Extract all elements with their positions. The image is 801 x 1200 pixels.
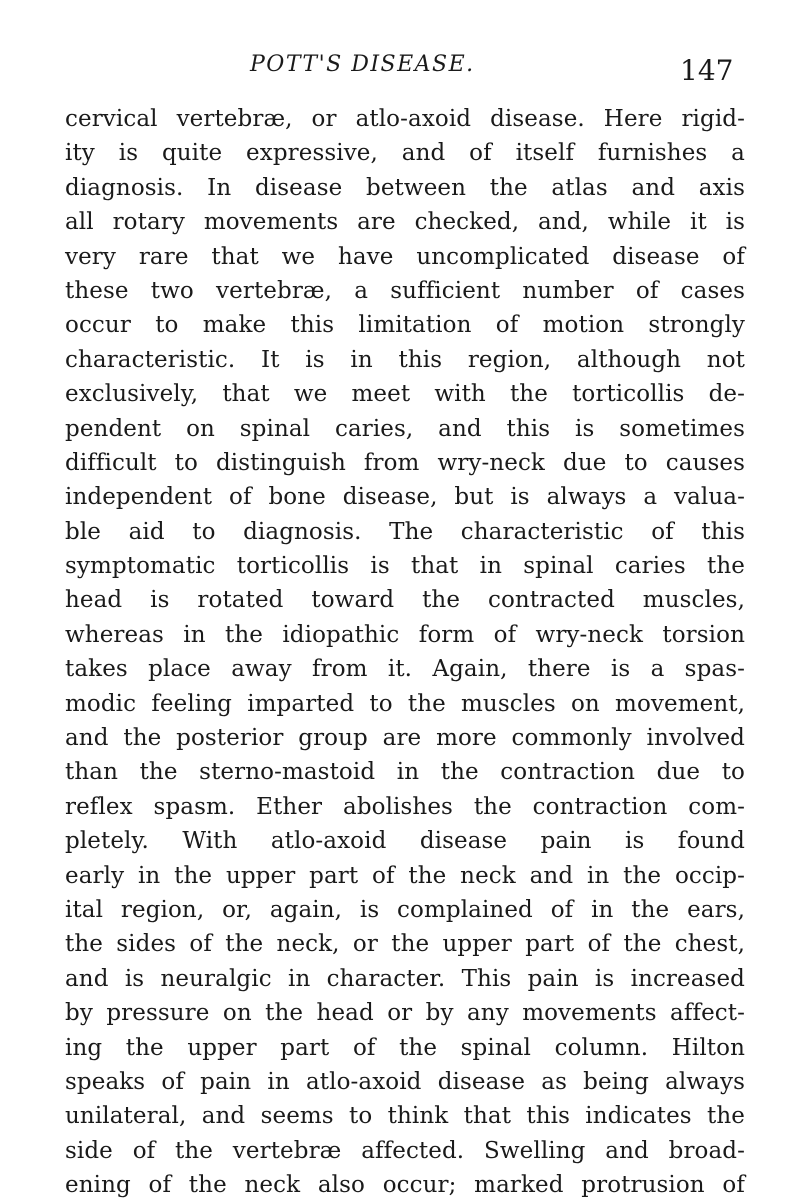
- text-line: difficult to distinguish from wry-neck due to causes: [65, 449, 745, 476]
- page-number: 147: [680, 54, 734, 87]
- text-line: ing the upper part of the spinal column. Hilton: [65, 1034, 745, 1061]
- text-line: and the posterior group are more commonly involved: [65, 725, 745, 752]
- text-line: symptomatic torticollis is that in spinal caries the: [65, 553, 745, 580]
- text-line: unilateral, and seems to think that this indicates the: [65, 1103, 745, 1130]
- text-line: reflex spasm. Ether abolishes the contraction com-: [65, 793, 745, 820]
- text-line: exclusively, that we meet with the torticollis de-: [65, 381, 745, 408]
- running-head: [60, 52, 760, 92]
- text-line: cervical vertebræ, or atlo-axoid disease. Here rigid-: [65, 106, 745, 132]
- text-line: these two vertebræ, a sufficient number of cases: [65, 277, 745, 304]
- text-line: characteristic. It is in this region, although not: [65, 346, 745, 373]
- text-line: speaks of pain in atlo-axoid disease as being always: [65, 1068, 745, 1095]
- text-line: occur to make this limitation of motion strongly: [65, 312, 745, 339]
- text-line: ening of the neck also occur; marked protrusion of: [65, 1172, 745, 1199]
- text-line: side of the vertebræ affected. Swelling and broad-: [65, 1137, 745, 1164]
- text-line: pletely. With atlo-axoid disease pain is found: [65, 828, 745, 855]
- text-line: and is neuralgic in character. This pain is increased: [65, 965, 745, 992]
- text-line: ble aid to diagnosis. The characteristic of this: [65, 518, 745, 545]
- text-line: all rotary movements are checked, and, while it is: [65, 209, 745, 236]
- body-text: [65, 102, 745, 1200]
- text-line: by pressure on the head or by any movements affect-: [65, 1000, 745, 1027]
- text-line: head is rotated toward the contracted muscles,: [65, 587, 745, 614]
- text-line: modic feeling imparted to the muscles on movement,: [65, 690, 745, 717]
- text-line: ital region, or, again, is complained of in the ears,: [65, 896, 745, 923]
- running-title: POTT'S DISEASE.: [250, 52, 475, 77]
- text-line: ity is quite expressive, and of itself furnishes a: [65, 140, 745, 167]
- text-line: takes place away from it. Again, there is a spas-: [65, 656, 745, 683]
- text-line: independent of bone disease, but is always a valua-: [65, 484, 745, 511]
- text-line: diagnosis. In disease between the atlas and axis: [65, 174, 745, 201]
- text-line: pendent on spinal caries, and this is sometimes: [65, 415, 745, 442]
- text-line: the sides of the neck, or the upper part of the chest,: [65, 931, 745, 958]
- text-line: than the sterno-mastoid in the contraction due to: [65, 759, 745, 786]
- text-line: early in the upper part of the neck and in the occip-: [65, 862, 745, 889]
- text-line: very rare that we have uncomplicated disease of: [65, 243, 745, 270]
- text-line: whereas in the idiopathic form of wry-neck torsion: [65, 621, 745, 648]
